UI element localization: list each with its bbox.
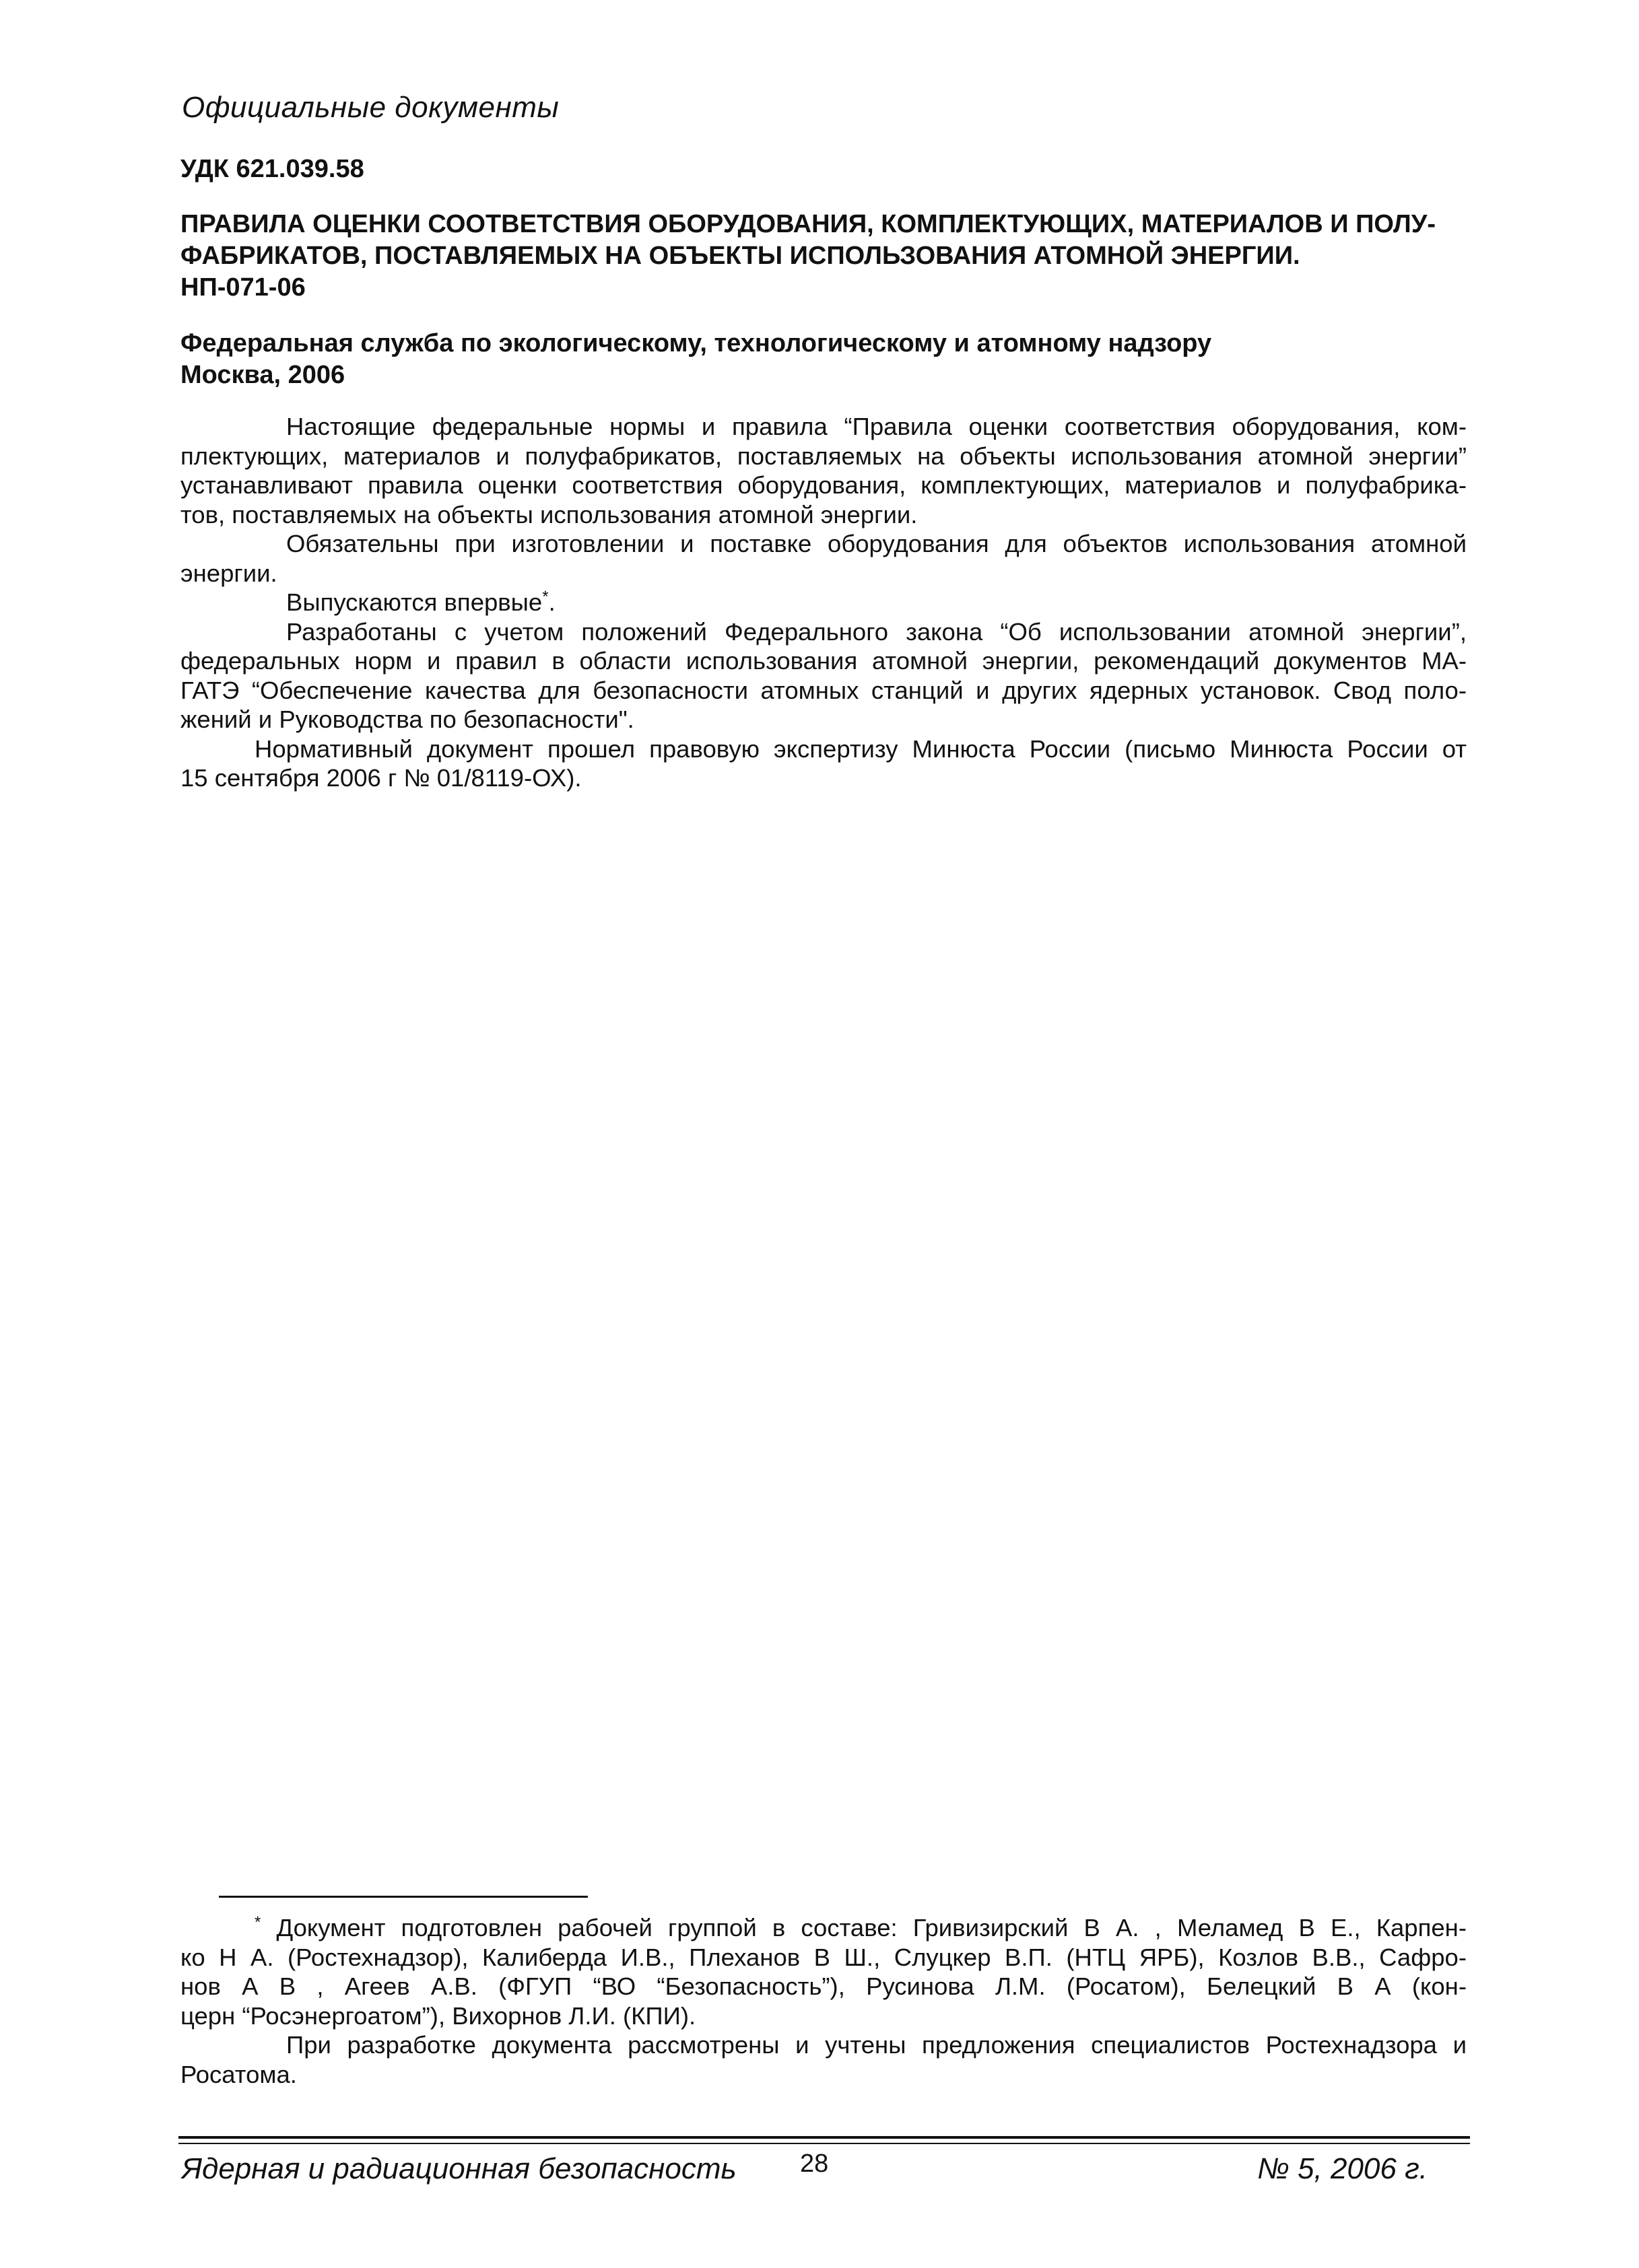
footer-rule <box>178 2136 1470 2144</box>
body-line: Настоящие федеральные нормы и правила “Правила оценки соответствия оборудования, ком- <box>286 413 1467 440</box>
footnote-line-text: Документ подготовлен рабочей группой в составе: Гривизирский В А. , Меламед В Е., Карпен- <box>261 1914 1467 1941</box>
udc-code: УДК 621.039.58 <box>180 155 364 183</box>
body-line: ГАТЭ “Обеспечение качества для безопасности атомных станций и других ядерных установок. Свод поло- <box>180 676 1467 704</box>
document-title <box>180 209 1467 304</box>
body-line: тов, поставляемых на объекты использования атомной энергии. <box>180 500 918 528</box>
footnote-separator <box>219 1896 588 1898</box>
title-line: ФАБРИКАТОВ, ПОСТАВЛЯЕМЫХ НА ОБЪЕКТЫ ИСПОЛЬЗОВАНИЯ АТОМНОЙ ЭНЕРГИИ. <box>180 242 1300 270</box>
body-line: плектующих, материалов и полуфабрикатов, поставляемых на объекты использования атомной энергии” <box>180 442 1467 470</box>
issuer-name: Федеральная служба по экологическому, технологическому и атомному надзору <box>180 329 1212 357</box>
body-line: устанавливают правила оценки соответствия оборудования, комплектующих, материалов и полуфабрика- <box>180 471 1467 499</box>
body-line: жений и Руководства по безопасности". <box>180 706 634 733</box>
footnote-line: При разработке документа рассмотрены и учтены предложения специалистов Ростехнадзора и <box>286 2031 1467 2059</box>
page-footer <box>182 2152 1428 2193</box>
body-line: Разработаны с учетом положений Федерального закона “Об использовании атомной энергии”, <box>286 617 1467 646</box>
body-line-text: Выпускаются впервые <box>286 588 543 616</box>
issuer-block <box>180 328 1211 391</box>
footnote-line: нов А В , Агеев А.В. (ФГУП “ВО “Безопасность”), Русинова Л.М. (Росатом), Белецкий В А (кон- <box>180 1972 1467 2000</box>
body-text <box>180 412 1467 793</box>
footnote <box>180 1913 1467 2089</box>
body-line: федеральных норм и правил в области использования атомной энергии, рекомендаций документов МА- <box>180 647 1467 675</box>
running-head: Официальные документы <box>182 91 560 124</box>
issue-number: № 5, 2006 г. <box>1257 2152 1428 2185</box>
footnote-line <box>180 1913 1467 1943</box>
body-line: энергии. <box>180 559 277 587</box>
title-line: ПРАВИЛА ОЦЕНКИ СООТВЕТСТВИЯ ОБОРУДОВАНИЯ, КОМПЛЕКТУЮЩИХ, МАТЕРИАЛОВ И ПОЛУ- <box>180 210 1436 238</box>
page-number: 28 <box>800 2150 829 2178</box>
footnote-marker: * <box>542 587 549 606</box>
footnote-line: церн “Росэнергоатом”), Вихорнов Л.И. (КПИ). <box>180 2001 696 2030</box>
body-line: Обязательны при изготовлении и поставке оборудования для объектов использования атомной <box>286 530 1467 557</box>
footnote-marker: * <box>255 1913 261 1931</box>
body-line-end: . <box>548 588 556 616</box>
body-line <box>180 588 1467 617</box>
issue-place-year: Москва, 2006 <box>180 361 345 389</box>
body-line: 15 сентября 2006 г № 01/8119-ОХ). <box>180 764 582 792</box>
footnote-line: ко Н А. (Ростехнадзор), Калиберда И.В., Плеханов В Ш., Слуцкер В.П. (НТЦ ЯРБ), Козлов В.В., Сафро- <box>180 1943 1467 1971</box>
footnote-line: Росатома. <box>180 2060 297 2088</box>
body-line: Нормативный документ прошел правовую экспертизу Минюста России (письмо Минюста России от <box>255 734 1467 763</box>
journal-title: Ядерная и радиационная безопасность <box>182 2152 737 2185</box>
document-code: НП-071-06 <box>180 273 306 302</box>
